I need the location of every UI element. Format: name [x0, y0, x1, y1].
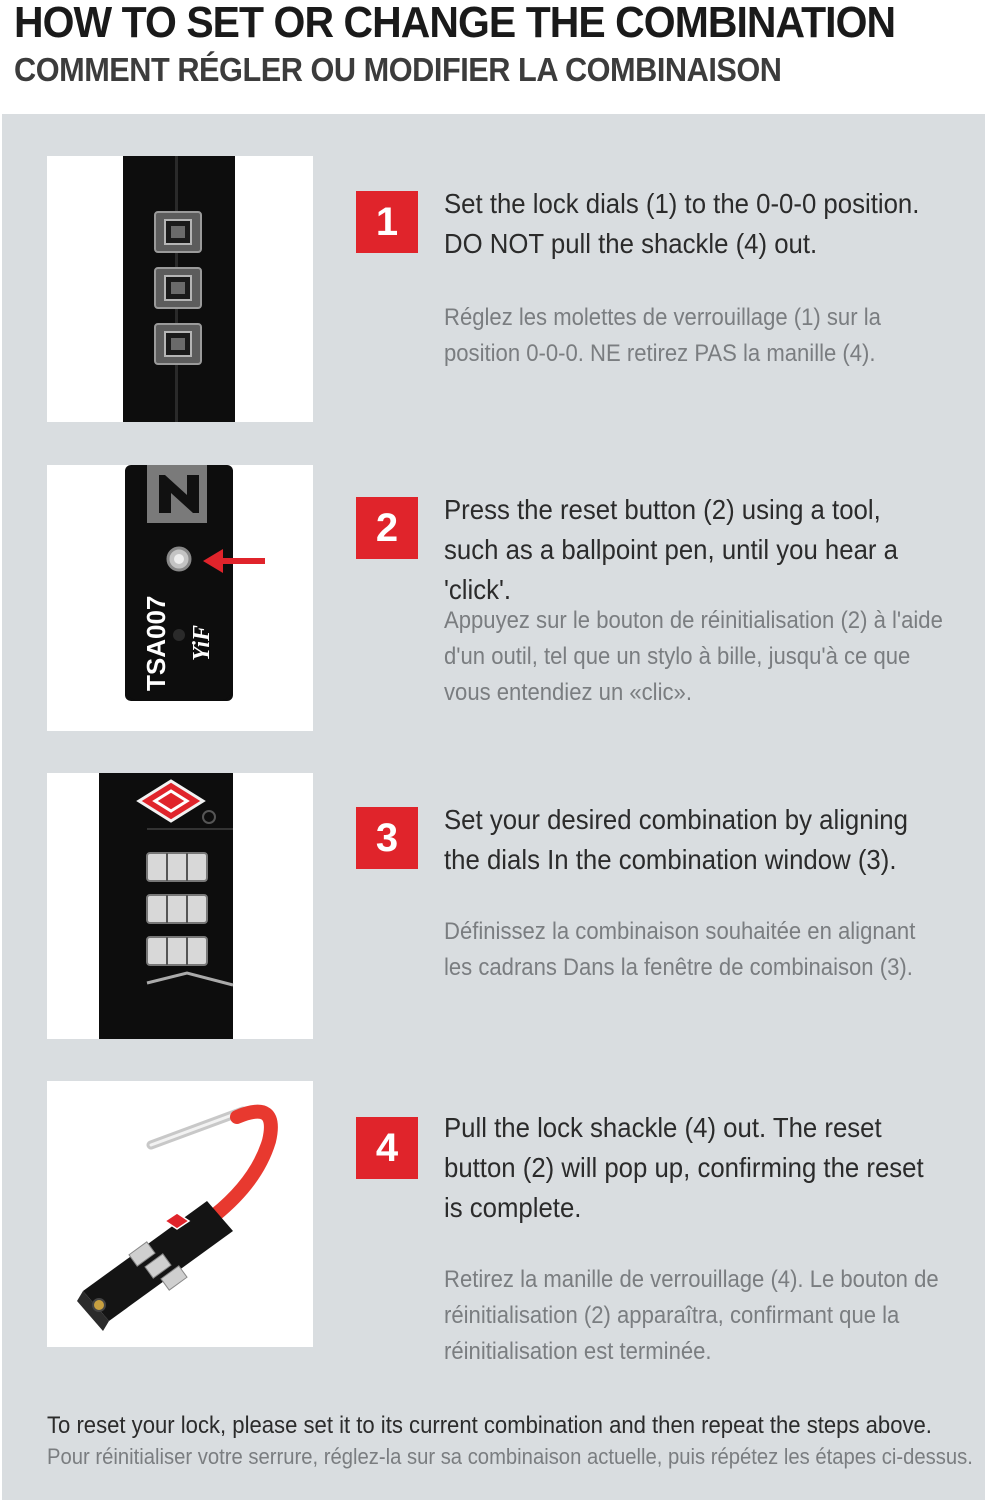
step-3-text-english: Set your desired combination by aligning the dials In the combination window (3). — [444, 804, 908, 875]
step-2-text-english: Press the reset button (2) using a tool, such as a ballpoint pen, until you hear a 'click'. — [444, 494, 898, 605]
step-3-text-french: Définissez la combinaison souhaitée en alignant les cadrans Dans la fenêtre de combinaison (3). — [444, 918, 916, 981]
step-1-badge: 1 — [356, 191, 418, 253]
step-1-photo-lock-dials — [47, 156, 313, 422]
step-3-badge: 3 — [356, 807, 418, 869]
step-1-text-french: Réglez les molettes de verrouillage (1) sur la position 0-0-0. NE retirez PAS la manille (4). — [444, 304, 881, 367]
step-3-photo-combination-window — [47, 773, 313, 1039]
step-1-text-english: Set the lock dials (1) to the 0-0-0 position. DO NOT pull the shackle (4) out. — [444, 188, 920, 259]
step-4-text-french: Retirez la manille de verrouillage (4). Le bouton de réinitialisation (2) apparaîtra, confirmant que la réinitialisation est terminée. — [444, 1266, 939, 1365]
footer-note-french: Pour réinitialiser votre serrure, réglez-la sur sa combinaison actuelle, puis répétez les étapes ci-dessus. — [47, 1444, 973, 1469]
footer-note-english: To reset your lock, please set it to its current combination and then repeat the steps above. — [47, 1412, 932, 1439]
page-header — [14, 0, 974, 88]
step-4-badge: 4 — [356, 1117, 418, 1179]
step-2-photo-reset-button — [47, 465, 313, 731]
step-2-text-french: Appuyez sur le bouton de réinitialisation (2) à l'aide d'un outil, tel que un stylo à bille, jusqu'à ce que vous entendiez un «clic». — [444, 607, 943, 706]
step-4-text-english: Pull the lock shackle (4) out. The reset button (2) will pop up, confirming the reset is complete. — [444, 1112, 924, 1223]
page-subtitle-french: COMMENT RÉGLER OU MODIFIER LA COMBINAISON — [14, 51, 782, 88]
step-2-brand-label: YiF — [189, 624, 215, 661]
page-title: HOW TO SET OR CHANGE THE COMBINATION — [14, 0, 896, 47]
step-2-badge: 2 — [356, 497, 418, 559]
step-2-model-label: TSA007 — [141, 595, 171, 691]
step-4-photo-open-shackle — [47, 1081, 313, 1347]
